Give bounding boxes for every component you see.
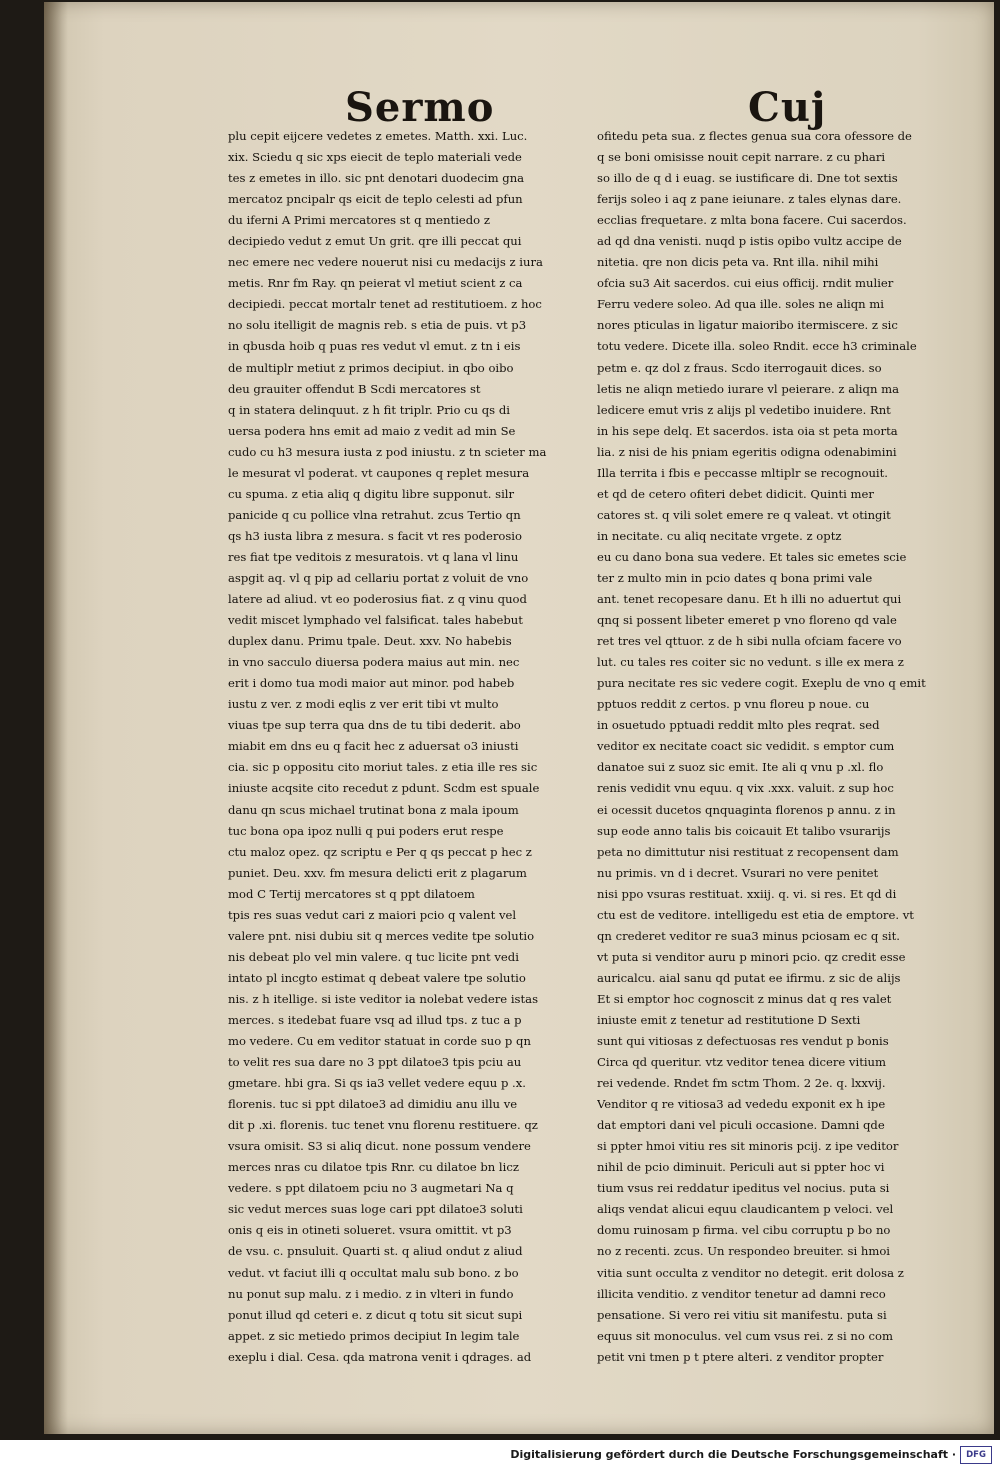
text-line: tium vsus rei reddatur ipeditus vel nocius. puta si bbox=[597, 1181, 890, 1196]
text-line: nu ponut sup malu. z i medio. z in vlteri in fundo bbox=[228, 1286, 514, 1301]
text-line: totu vedere. Dicete illa. soleo Rndit. ecce h3 criminale bbox=[597, 339, 917, 354]
text-line: q in statera delinquut. z h fit triplr. Prio cu qs di bbox=[228, 402, 510, 417]
text-line: eu cu dano bona sua vedere. Et tales sic emetes scie bbox=[597, 549, 907, 564]
text-line: in qbusda hoib q puas res vedut vl emut. z tn i eis bbox=[228, 339, 521, 354]
text-line: Illa territa i fbis e peccasse mltiplr se recognouit. bbox=[597, 465, 888, 480]
running-head-left: Sermo bbox=[345, 84, 495, 131]
text-line: duplex danu. Primu tpale. Deut. xxv. No habebis bbox=[228, 634, 512, 649]
text-line: illicita venditio. z venditor tenetur ad damni reco bbox=[597, 1286, 886, 1301]
text-line: erit i domo tua modi maior aut minor. pod habeb bbox=[228, 676, 515, 691]
text-line: nores pticulas in ligatur maioribo itermiscere. z sic bbox=[597, 318, 898, 333]
text-line: exeplu i dial. Cesa. qda matrona venit i qdrages. ad bbox=[228, 1349, 532, 1364]
text-line: nisi ppo vsuras restituat. xxiij. q. vi. si res. Et qd di bbox=[597, 886, 897, 901]
text-line: miabit em dns eu q facit hec z aduersat o3 iniusti bbox=[228, 739, 519, 754]
text-line: nu primis. vn d i decret. Vsurari no vere penitet bbox=[597, 865, 879, 880]
text-line: Venditor q re vitiosa3 ad vededu exponit ex h ipe bbox=[597, 1097, 886, 1112]
text-column-right bbox=[597, 126, 942, 1368]
text-line: in osuetudo pptuadi reddit mlto ples reqrat. sed bbox=[597, 718, 880, 733]
text-line: decipiedi. peccat mortalr tenet ad restitutioem. z hoc bbox=[228, 297, 542, 312]
text-line: pensatione. Si vero rei vitiu sit manifestu. puta si bbox=[597, 1307, 887, 1322]
text-line: iniuste emit z tenetur ad restitutione D Sexti bbox=[597, 1012, 861, 1027]
text-line: ret tres vel qttuor. z de h sibi nulla ofciam facere vo bbox=[597, 634, 902, 649]
text-line: no solu itelligit de magnis reb. s etia de puis. vt p3 bbox=[228, 318, 527, 333]
text-line: equus sit monoculus. vel cum vsus rei. z si no com bbox=[597, 1328, 893, 1343]
text-line: nis. z h itellige. si iste veditor ia nolebat vedere istas bbox=[228, 991, 539, 1006]
text-line: viuas tpe sup terra qua dns de tu tibi dederit. abo bbox=[228, 718, 521, 733]
text-line: qs h3 iusta libra z mesura. s facit vt res poderosio bbox=[228, 528, 522, 543]
text-line: du iferni A Primi mercatores st q mentiedo z bbox=[228, 213, 490, 228]
text-line: nis debeat plo vel min valere. q tuc licite pnt vedi bbox=[228, 949, 519, 964]
text-line: ctu est de veditore. intelligedu est etia de emptore. vt bbox=[597, 907, 914, 922]
page-gutter-shadow bbox=[44, 2, 68, 1434]
text-line: plu cepit eijcere vedetes z emetes. Matth. xxi. Luc. bbox=[228, 129, 528, 143]
text-line: Circa qd queritur. vtz veditor tenea dicere vitium bbox=[597, 1055, 887, 1070]
text-line: ctu maloz opez. qz scriptu e Per q qs peccat p hec z bbox=[228, 844, 532, 859]
text-line: cudo cu h3 mesura iusta z pod iniustu. z tn scieter ma bbox=[228, 444, 547, 459]
text-line: merces nras cu dilatoe tpis Rnr. cu dilatoe bn licz bbox=[228, 1160, 519, 1175]
text-line: deu grauiter offendut B Scdi mercatores st bbox=[228, 381, 481, 396]
text-line: mod C Tertij mercatores st q ppt dilatoem bbox=[228, 886, 475, 901]
text-line: uersa podera hns emit ad maio z vedit ad min Se bbox=[228, 423, 516, 438]
text-line: nec emere nec vedere nouerut nisi cu medacijs z iura bbox=[228, 255, 543, 270]
text-column-left bbox=[228, 126, 570, 1368]
text-line: vt puta si venditor auru p minori pcio. qz credit esse bbox=[597, 949, 906, 964]
text-line: ferijs soleo i aq z pane ieiunare. z tales elynas dare. bbox=[597, 192, 902, 207]
text-line: florenis. tuc si ppt dilatoe3 ad dimidiu anu illu ve bbox=[228, 1097, 518, 1112]
text-line: vitia sunt occulta z venditor no detegit. erit dolosa z bbox=[597, 1265, 904, 1280]
text-line: nitetia. qre non dicis peta va. Rnt illa. nihil mihi bbox=[597, 255, 879, 270]
text-line: latere ad aliud. vt eo poderosius fiat. z q vinu quod bbox=[228, 592, 527, 607]
text-line: to velit res sua dare no 3 ppt dilatoe3 tpis pciu au bbox=[228, 1055, 522, 1070]
text-line: renis vedidit vnu equu. q vix .xxx. valuit. z sup hoc bbox=[597, 781, 894, 796]
text-line: aspgit aq. vl q pip ad cellariu portat z voluit de vno bbox=[228, 570, 529, 585]
text-line: danu qn scus michael trutinat bona z mala ipoum bbox=[228, 802, 519, 817]
text-line: in vno sacculo diuersa podera maius aut min. nec bbox=[228, 655, 520, 670]
text-line: pptuos reddit z certos. p vnu floreu p noue. cu bbox=[597, 697, 870, 712]
text-line: xix. Sciedu q sic xps eiecit de teplo materiali vede bbox=[228, 150, 522, 165]
text-line: le mesurat vl poderat. vt caupones q replet mesura bbox=[228, 465, 530, 480]
text-line: ledicere emut vris z alijs pl vedetibo inuidere. Rnt bbox=[597, 402, 891, 417]
text-line: dat emptori dani vel piculi occasione. Damni qde bbox=[597, 1118, 885, 1133]
text-line: ant. tenet recopesare danu. Et h illi no aduertut qui bbox=[597, 592, 902, 607]
text-line: dit p .xi. florenis. tuc tenet vnu florenu restituere. qz bbox=[228, 1118, 538, 1133]
text-line: iniuste acqsite cito recedut z pdunt. Scdm est spuale bbox=[228, 781, 540, 796]
text-line: tes z emetes in illo. sic pnt denotari duodecim gna bbox=[228, 171, 525, 186]
text-line: lut. cu tales res coiter sic no vedunt. s ille ex mera z bbox=[597, 655, 904, 670]
text-line: merces. s itedebat fuare vsq ad illud tps. z tuc a p bbox=[228, 1012, 522, 1027]
text-line: ofcia su3 Ait sacerdos. cui eius officij. rndit mulier bbox=[597, 276, 894, 291]
text-line: res fiat tpe veditois z mesuratois. vt q lana vl linu bbox=[228, 549, 519, 564]
text-line: petm e. qz dol z fraus. Scdo iterrogauit dices. so bbox=[597, 360, 882, 375]
text-line: danatoe sui z suoz sic emit. Ite ali q vnu p .xl. flo bbox=[597, 760, 884, 775]
text-line: valere pnt. nisi dubiu sit q merces vedite tpe solutio bbox=[228, 928, 535, 943]
text-line: cu spuma. z etia aliq q digitu libre supponut. silr bbox=[228, 486, 515, 501]
text-line: cia. sic p oppositu cito moriut tales. z etia ille res sic bbox=[228, 760, 538, 775]
text-line: ter z multo min in pcio dates q bona primi vale bbox=[597, 570, 873, 585]
text-line: tpis res suas vedut cari z maiori pcio q valent vel bbox=[228, 907, 517, 922]
text-line: auricalcu. aial sanu qd putat ee ifirmu. z sic de alijs bbox=[597, 970, 901, 985]
text-line: letis ne aliqn metiedo iurare vl peierare. z aliqn ma bbox=[597, 381, 899, 396]
text-line: in necitate. cu aliq necitate vrgete. z optz bbox=[597, 528, 842, 543]
text-line: metis. Rnr fm Ray. qn peierat vl metiut scient z ca bbox=[228, 276, 523, 291]
text-line: de multiplr metiut z primos decipiut. in qbo oibo bbox=[228, 360, 514, 375]
text-line: ponut illud qd ceteri e. z dicut q totu sit sicut supi bbox=[228, 1307, 523, 1322]
text-line: q se boni omisisse nouit cepit narrare. z cu phari bbox=[597, 150, 886, 165]
text-line: sic vedut merces suas loge cari ppt dilatoe3 soluti bbox=[228, 1202, 523, 1217]
text-line: vedut. vt faciut illi q occultat malu sub bono. z bo bbox=[228, 1265, 519, 1280]
text-line: lia. z nisi de his pniam egeritis odigna odenabimini bbox=[597, 444, 897, 459]
text-line: panicide q cu pollice vlna retrahut. zcus Tertio qn bbox=[228, 507, 521, 522]
text-line: pura necitate res sic vedere cogit. Exeplu de vno q emit bbox=[597, 676, 926, 691]
text-line: in his sepe delq. Et sacerdos. ista oia st peta morta bbox=[597, 423, 898, 438]
text-line: catores st. q vili solet emere re q valeat. vt otingit bbox=[597, 507, 891, 522]
text-line: qnq si possent libeter emeret p vno floreno qd vale bbox=[597, 613, 897, 628]
text-line: appet. z sic metiedo primos decipiut In legim tale bbox=[228, 1328, 520, 1343]
text-line: ofitedu peta sua. z flectes genua sua cora ofessore de bbox=[597, 129, 912, 143]
text-line: veditor ex necitate coact sic vedidit. s emptor cum bbox=[597, 739, 895, 754]
text-line: si ppter hmoi vitiu res sit minoris pcij. z ipe veditor bbox=[597, 1139, 899, 1154]
text-line: de vsu. c. pnsuluit. Quarti st. q aliud ondut z aliud bbox=[228, 1244, 523, 1259]
text-line: no z recenti. zcus. Un respondeo breuiter. si hmoi bbox=[597, 1244, 891, 1259]
text-line: iustu z ver. z modi eqlis z ver erit tibi vt multo bbox=[228, 697, 499, 712]
text-line: onis q eis in otineti solueret. vsura omittit. vt p3 bbox=[228, 1223, 512, 1238]
text-line: Et si emptor hoc cognoscit z minus dat q res valet bbox=[597, 991, 892, 1006]
dfg-logo: DFG bbox=[960, 1446, 992, 1464]
text-line: ad qd dna venisti. nuqd p istis opibo vultz accipe de bbox=[597, 234, 902, 249]
text-line: aliqs vendat alicui equu claudicantem p veloci. vel bbox=[597, 1202, 894, 1217]
text-line: vedit miscet lymphado vel falsificat. tales habebut bbox=[228, 613, 523, 628]
text-line: intato pl incgto estimat q debeat valere tpe solutio bbox=[228, 970, 526, 985]
running-head-right: Cuj bbox=[748, 84, 827, 131]
text-line: petit vni tmen p t ptere alteri. z venditor propter bbox=[597, 1349, 884, 1364]
text-line: peta no dimittutur nisi restituat z recopensent dam bbox=[597, 844, 899, 859]
text-line: domu ruinosam p firma. vel cibu corruptu p bo no bbox=[597, 1223, 891, 1238]
text-line: tuc bona opa ipoz nulli q pui poders erut respe bbox=[228, 823, 504, 838]
text-line: decipiedo vedut z emut Un grit. qre illi peccat qui bbox=[228, 234, 522, 249]
text-line: ecclias frequetare. z mlta bona facere. Cui sacerdos. bbox=[597, 213, 907, 228]
text-line: mo vedere. Cu em veditor statuat in corde suo p qn bbox=[228, 1034, 531, 1049]
funding-credit: Digitalisierung gefördert durch die Deutsche Forschungsgemeinschaft · bbox=[510, 1448, 956, 1461]
text-line: mercatoz pncipalr qs eicit de teplo celesti ad pfun bbox=[228, 192, 523, 207]
text-line: so illo de q d i euag. se iustificare di. Dne tot sextis bbox=[597, 171, 898, 186]
text-line: Ferru vedere soleo. Ad qua ille. soles ne aliqn mi bbox=[597, 297, 885, 312]
text-line: nihil de pcio diminuit. Periculi aut si ppter hoc vi bbox=[597, 1160, 885, 1175]
text-line: ei ocessit ducetos qnquaginta florenos p annu. z in bbox=[597, 802, 896, 817]
text-line: puniet. Deu. xxv. fm mesura delicti erit z plagarum bbox=[228, 865, 527, 880]
text-line: gmetare. hbi gra. Si qs ia3 vellet vedere equu p .x. bbox=[228, 1076, 526, 1091]
text-line: vsura omisit. S3 si aliq dicut. none possum vendere bbox=[228, 1139, 531, 1154]
text-line: qn crederet veditor re sua3 minus pciosam ec q sit. bbox=[597, 928, 900, 943]
text-line: sup eode anno talis bis coicauit Et talibo vsurarijs bbox=[597, 823, 891, 838]
text-line: vedere. s ppt dilatoem pciu no 3 augmetari Na q bbox=[228, 1181, 514, 1196]
text-line: et qd de cetero ofiteri debet didicit. Quinti mer bbox=[597, 486, 874, 501]
text-line: sunt qui vitiosas z defectuosas res vendut p bonis bbox=[597, 1034, 889, 1049]
text-line: rei vedende. Rndet fm sctm Thom. 2 2e. q. lxxvij. bbox=[597, 1076, 886, 1091]
